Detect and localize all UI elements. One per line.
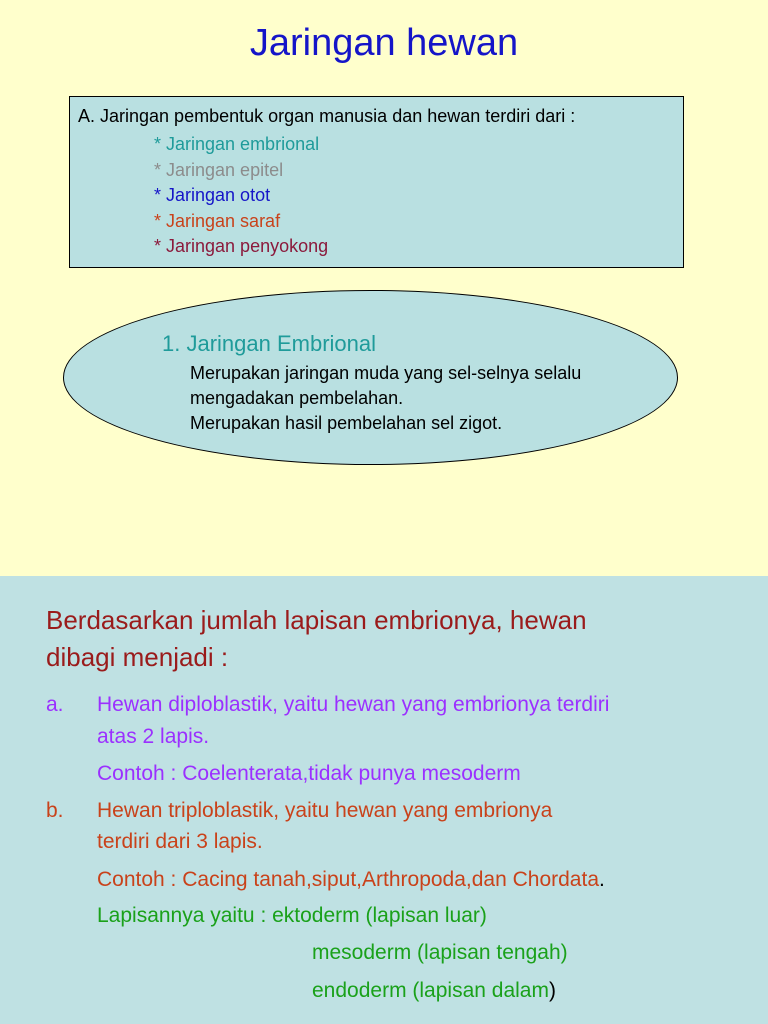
ellipse-line-3: Merupakan hasil pembelahan sel zigot. (190, 413, 503, 433)
slide-title: Jaringan hewan (249, 22, 519, 64)
ellipse-title: 1. Jaringan Embrional (162, 331, 377, 356)
layer-endoderm-row (312, 975, 556, 1007)
section-heading (46, 602, 746, 676)
item-a-marker: a. (46, 693, 64, 716)
item-b-marker: b. (46, 799, 64, 822)
tissue-item-penyokong: * Jaringan penyokong (154, 236, 329, 256)
tissue-item-epitel: * Jaringan epitel (154, 159, 284, 180)
layer-endoderm-paren: ) (548, 979, 556, 1002)
layer-endoderm: endoderm (lapisan dalam (312, 979, 549, 1002)
ellipse-body (190, 361, 581, 436)
heading-line-2: dibagi menjadi : (46, 642, 229, 672)
item-b-line-1: Hewan triploblastik, yaitu hewan yang embrionya (97, 799, 553, 822)
item-b-line-2: terdiri dari 3 lapis. (97, 830, 263, 853)
tissue-item-embrional: * Jaringan embrional (154, 134, 320, 154)
item-b-example: Contoh : Cacing tanah,siput,Arthropoda,dan Chordata (97, 868, 600, 891)
tissue-item-otot: * Jaringan otot (154, 185, 271, 205)
ellipse-line-1: Merupakan jaringan muda yang sel-selnya selalu (190, 363, 582, 383)
heading-line-1: Berdasarkan jumlah lapisan embrionya, hewan (46, 605, 587, 635)
tissue-item-saraf: * Jaringan saraf (154, 210, 281, 231)
item-a-line-2: atas 2 lapis. (97, 725, 210, 748)
item-a-line-1: Hewan diploblastik, yaitu hewan yang embrionya terdiri (97, 693, 610, 716)
layer-mesoderm: mesoderm (lapisan tengah) (312, 941, 568, 964)
box-intro: A. Jaringan pembentuk organ manusia dan hewan terdiri dari : (78, 106, 576, 126)
tissue-list (154, 132, 328, 260)
layers-label: Lapisannya yaitu : ektoderm (lapisan luar) (97, 904, 487, 927)
item-b-example-period: . (599, 868, 605, 891)
ellipse-line-2: mengadakan pembelahan. (190, 388, 404, 408)
tissue-list-box (69, 96, 684, 268)
item-a-example: Contoh : Coelenterata,tidak punya mesoderm (97, 762, 521, 785)
item-b-example-row (97, 864, 605, 896)
